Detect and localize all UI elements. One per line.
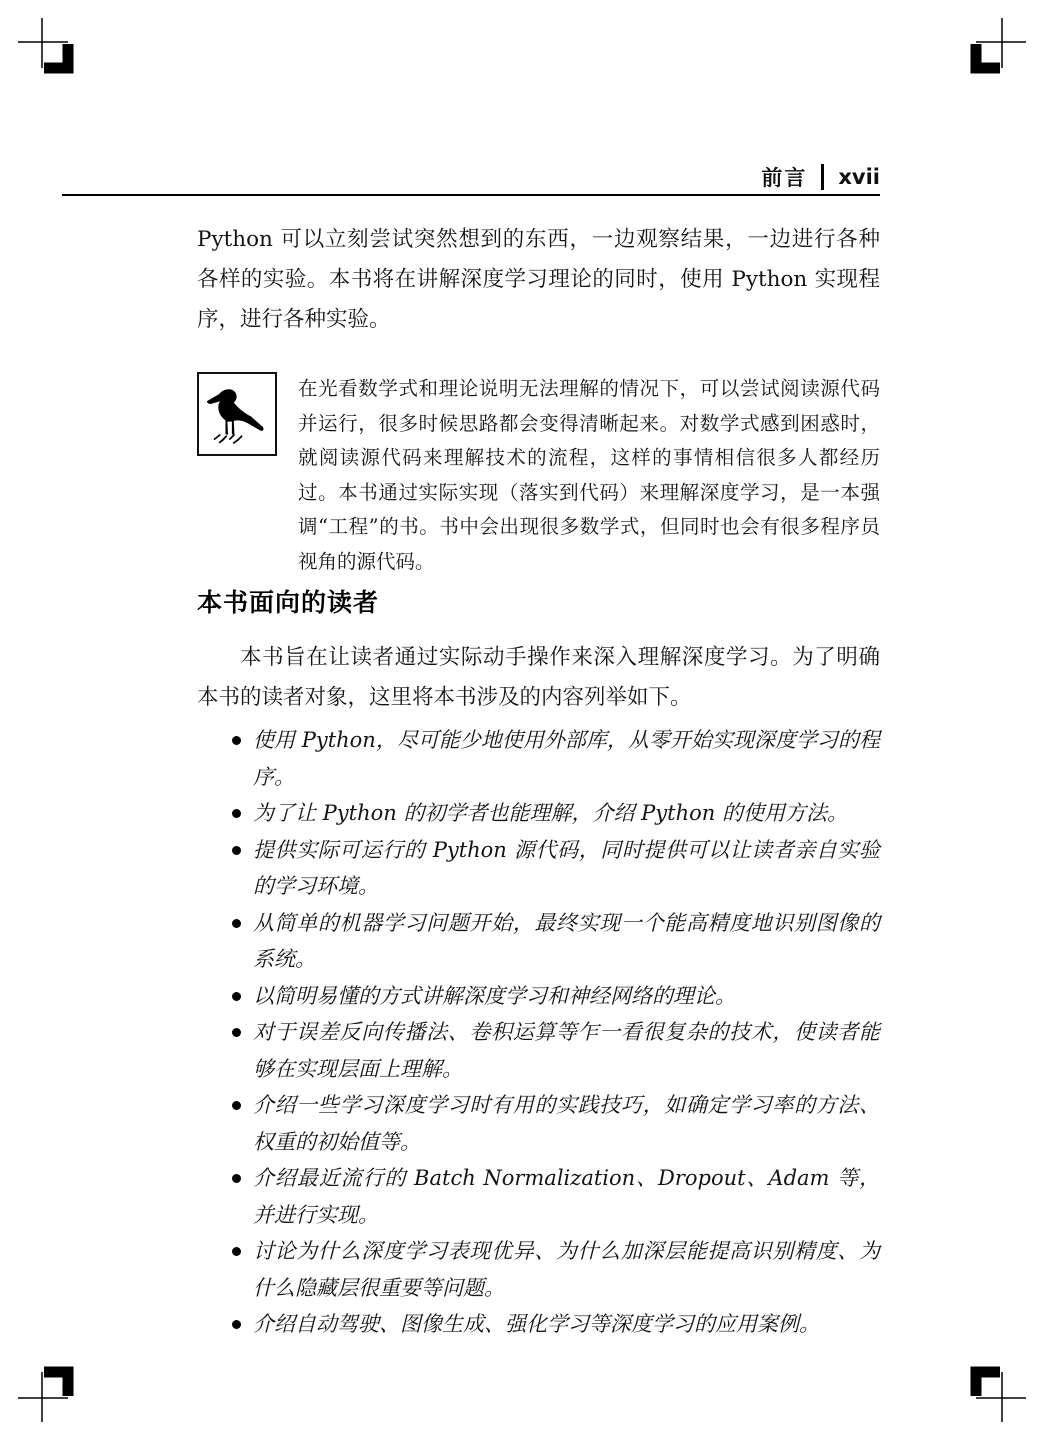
- running-head: [761, 162, 880, 192]
- list-item: 为了让 Python 的初学者也能理解，介绍 Python 的使用方法。: [197, 795, 880, 832]
- list-item: 讨论为什么深度学习表现优异、为什么加深层能提高识别精度、为什么隐藏层很重要等问题。: [197, 1233, 880, 1306]
- note-icon-box: [197, 372, 277, 456]
- list-item: 从简单的机器学习问题开始，最终实现一个能高精度地识别图像的系统。: [197, 905, 880, 978]
- header-rule: [62, 194, 880, 196]
- list-item: 以简明易懂的方式讲解深度学习和神经网络的理论。: [197, 978, 880, 1015]
- crop-mark-top-right: [956, 18, 1026, 88]
- list-item: 介绍一些学习深度学习时有用的实践技巧，如确定学习率的方法、权重的初始值等。: [197, 1087, 880, 1160]
- list-item: 使用 Python，尽可能少地使用外部库，从零开始实现深度学习的程序。: [197, 722, 880, 795]
- list-item: 对于误差反向传播法、卷积运算等乍一看很复杂的技术，使读者能够在实现层面上理解。: [197, 1014, 880, 1087]
- list-item: 介绍最近流行的 Batch Normalization、Dropout、Adam 等，并进行实现。: [197, 1160, 880, 1233]
- crop-mark-top-left: [18, 18, 88, 88]
- note-text: 在光看数学式和理论说明无法理解的情况下，可以尝试阅读源代码并运行，很多时候思路都会变得清晰起来。对数学式感到困惑时，就阅读源代码来理解技术的流程，这样的事情相信很多人都经历过。本书通过实际实现（落实到代码）来理解深度学习，是一本强调“工程”的书。书中会出现很多数学式，但同时也会有很多程序员视角的源代码。: [298, 377, 880, 573]
- intro-paragraph: Python 可以立刻尝试突然想到的东西，一边观察结果，一边进行各种各样的实验。本书将在讲解深度学习理论的同时，使用 Python 实现程序，进行各种实验。: [197, 227, 880, 332]
- list-item: 提供实际可运行的 Python 源代码，同时提供可以让读者亲自实验的学习环境。: [197, 832, 880, 905]
- running-head-section-label: 前言: [761, 166, 808, 190]
- crop-mark-bottom-right: [956, 1352, 1026, 1422]
- section-intro-paragraph: 本书旨在让读者通过实际动手操作来深入理解深度学习。为了明确本书的读者对象，这里将本书涉及的内容列举如下。: [197, 645, 880, 710]
- crow-icon: [205, 382, 269, 446]
- note-box: [197, 372, 880, 579]
- crop-mark-bottom-left: [18, 1352, 88, 1422]
- section-heading: 本书面向的读者: [197, 588, 380, 617]
- running-head-divider: [821, 164, 824, 190]
- list-item: 介绍自动驾驶、图像生成、强化学习等深度学习的应用案例。: [197, 1306, 880, 1343]
- page-number: xvii: [838, 165, 880, 189]
- bullet-list: [197, 722, 880, 1343]
